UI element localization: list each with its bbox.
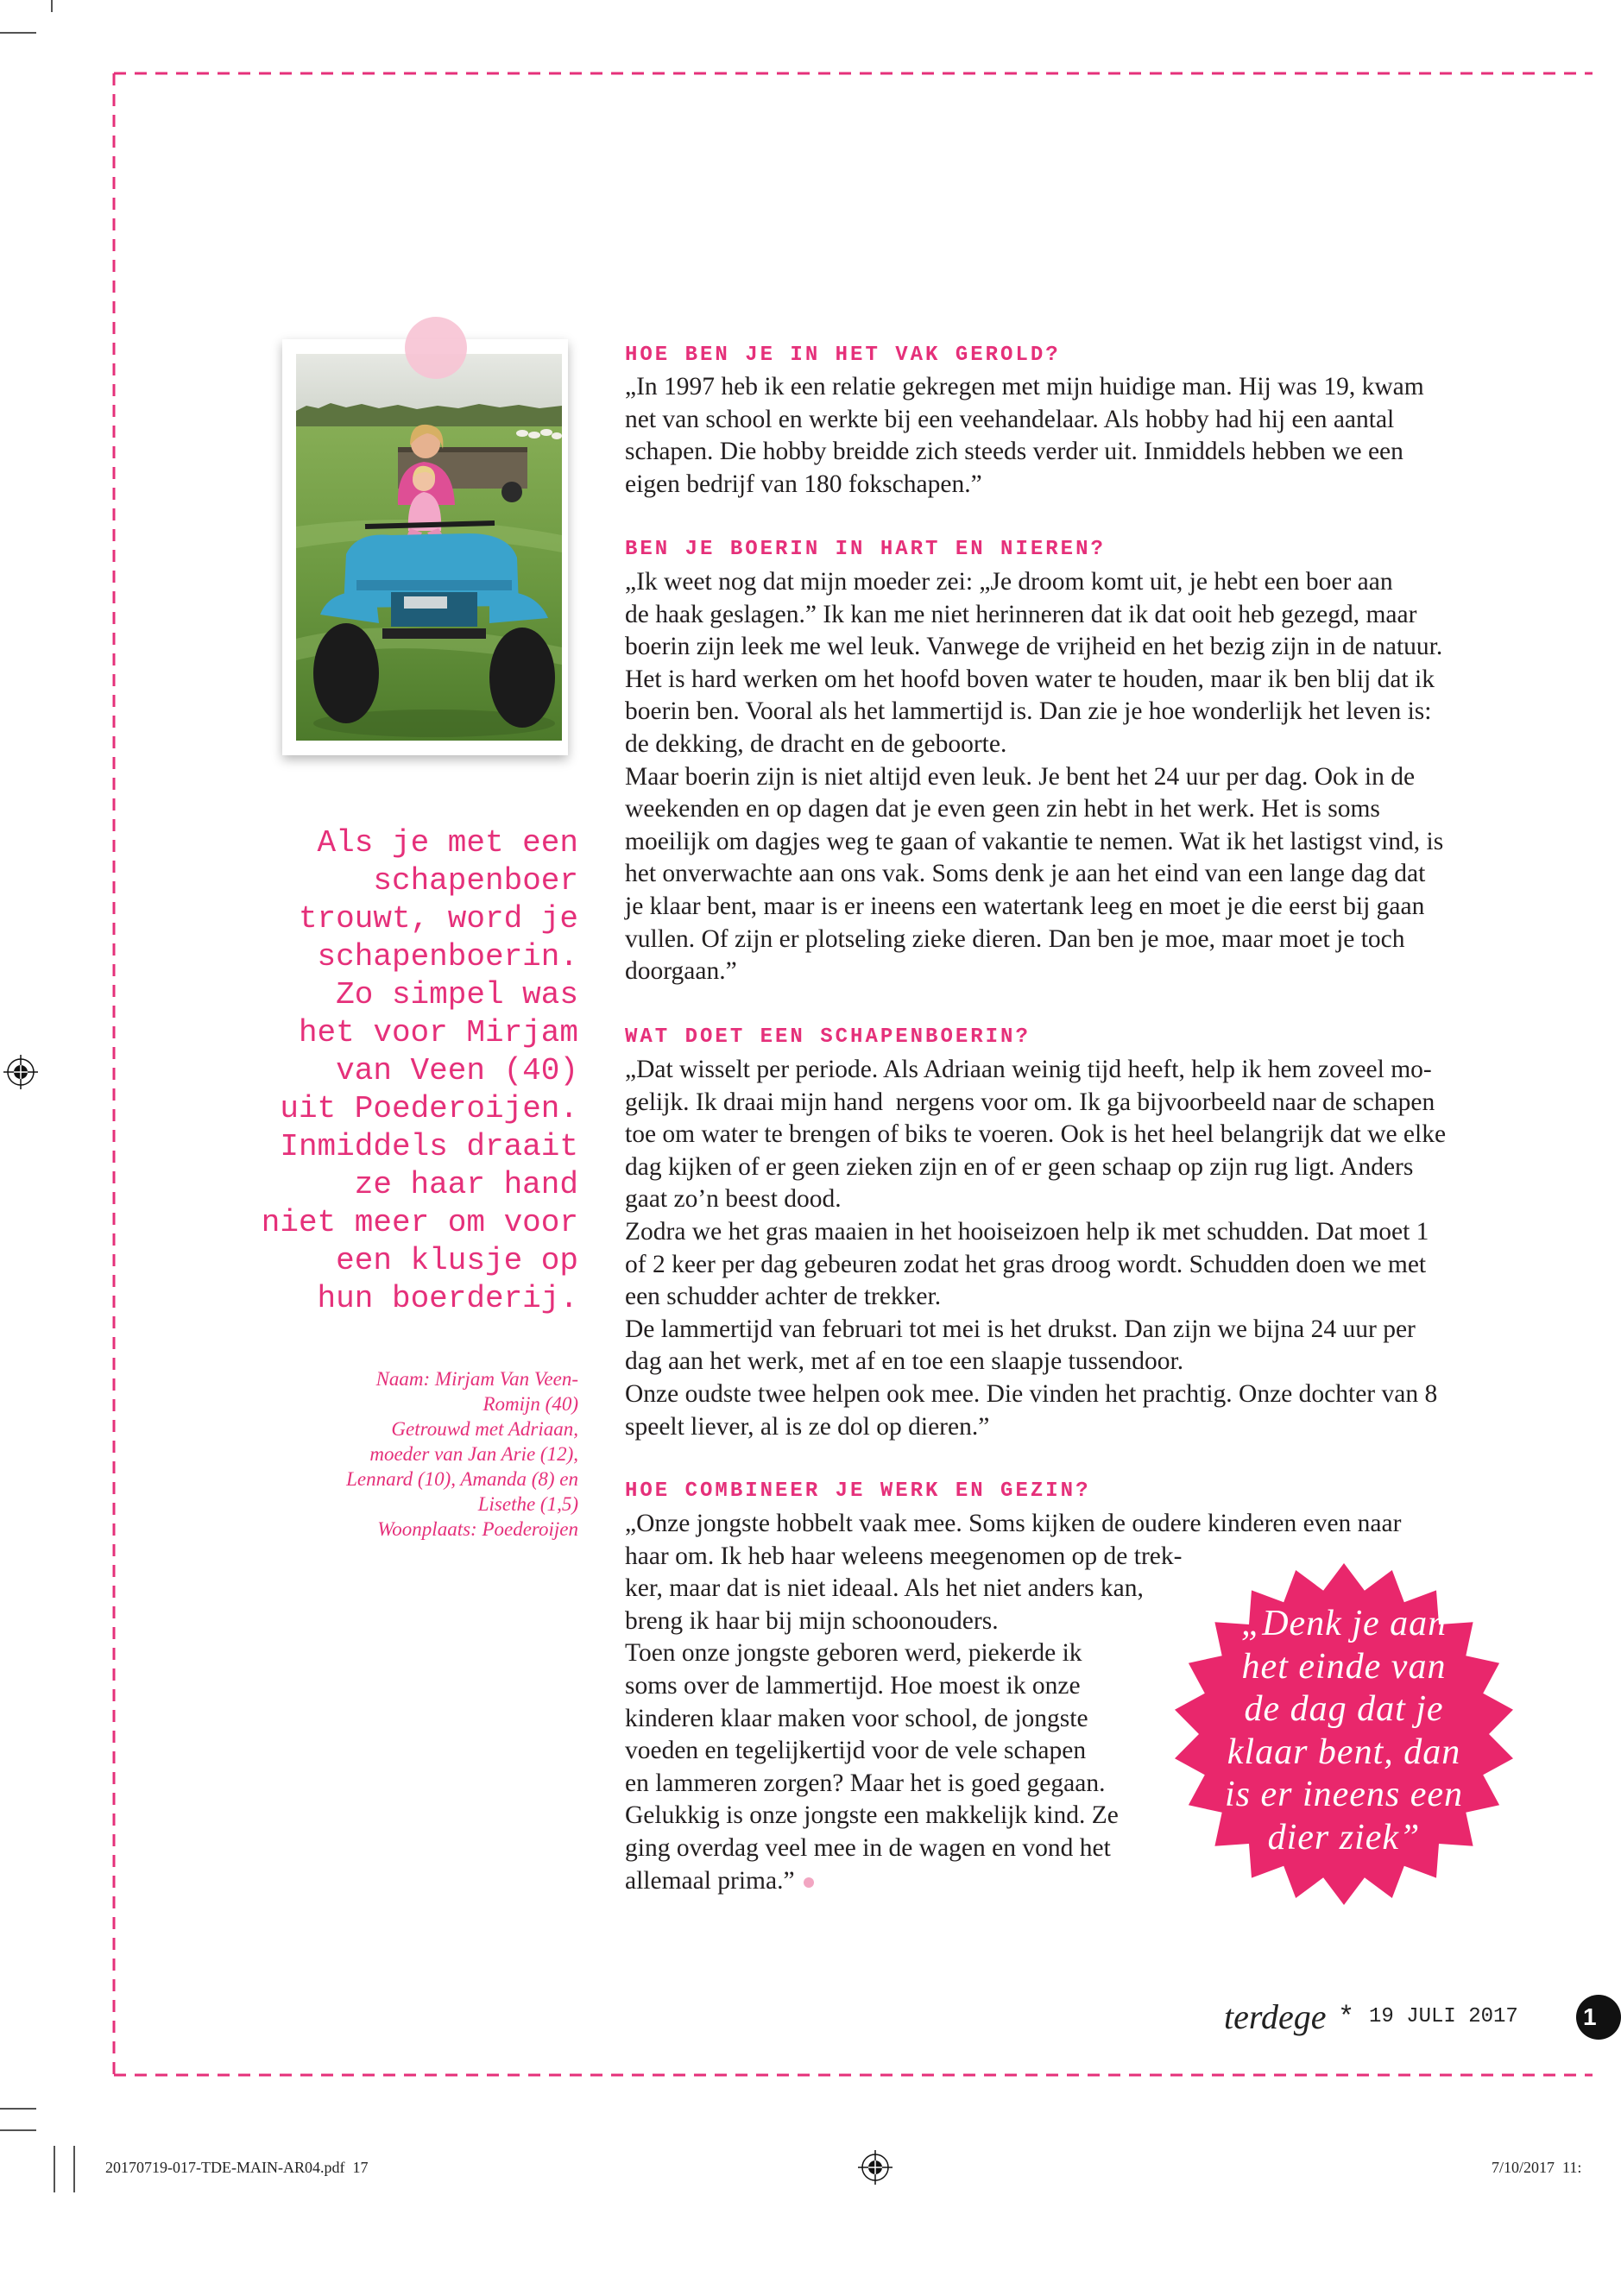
body-line: vullen. Of zijn er plotseling zieke dieren. Dan ben je moe, maar moet je toch [625,924,1405,953]
body-line: Zodra we het gras maaien in het hooiseizoen help ik met schudden. Dat moet 1 [625,1217,1429,1246]
body-line: boerin ben. Vooral als het lammertijd is. Dan zie je hoe wonderlijk het leven is: [625,697,1432,726]
starburst-quote [1171,1603,1517,1859]
caption-line: Getrouwd met Adriaan, [391,1418,578,1440]
section-heading: BEN JE BOERIN IN HART EN NIEREN? [625,538,1106,561]
farm-photo [296,354,562,741]
caption-line: Naam: Mirjam Van Veen- [375,1368,578,1390]
pink-pin-circle [405,317,467,379]
body-line: haar om. Ik heb haar weleens meegenomen op de trek- [625,1542,1183,1570]
body-line: dag aan het werk, met af en toe een slaapje tussendoor. [625,1347,1184,1376]
body-line: eigen bedrijf van 180 fokschapen.” [625,470,982,498]
pull-quote-line: schapenboerin. [317,939,578,975]
body-line: Gelukkig is onze jongste een makkelijk kind. Ze [625,1801,1119,1830]
page-number: 1 [1576,1995,1621,2040]
pull-quote-line: van Veen (40) [336,1053,578,1088]
body-line: „Dat wisselt per periode. Als Adriaan weinig tijd heeft, help ik hem zoveel mo- [625,1056,1432,1083]
pull-quote-line: hun boerderij. [317,1281,578,1316]
body-line: boerin zijn leek me wel leuk. Vanwege de vrijheid en het bezig zijn in de natuur. [625,633,1443,661]
body-line: gelijk. Ik draai mijn hand nergens voor om. Ik ga bijvoorbeeld naar de schapen [625,1088,1435,1116]
footer-separator: * [1338,2002,1355,2034]
body-line: weekenden en op dagen dat je even geen zin hebt in het werk. Het is soms [625,795,1380,823]
body-line: Toen onze jongste geboren werd, piekerde ik [625,1639,1082,1668]
registration-mark-icon [858,2150,892,2185]
body-line: Maar boerin zijn is niet altijd even leuk. Je bent het 24 uur per dag. Ook in de [625,762,1416,791]
pull-quote-line: het voor Mirjam [298,1015,578,1050]
body-line: het onverwachte aan ons vak. Soms denk je aan het eind van een lange dag dat [625,860,1426,888]
body-line: en lammeren zorgen? Maar het is goed gegaan. [625,1769,1106,1797]
section-body [625,371,1424,501]
caption-line: Lisethe (1,5) [477,1493,578,1515]
body-line: voeden en tegelijkertijd voor de vele schapen [625,1737,1087,1765]
body-line: Het is hard werken om het hoofd boven water te houden, maar ik ben blij dat ik [625,665,1435,693]
body-line: moeilijk om dagjes weg te gaan of vakantie te nemen. Wat ik het lastigst vind, is [625,827,1444,855]
body-line: de haak geslagen.” Ik kan me niet herinneren dat ik dat ooit heb gezegd, maar [625,600,1417,628]
body-line: breng ik haar bij mijn schoonouders. [625,1606,999,1635]
body-line: een schudder achter de trekker. [625,1283,942,1311]
body-line: soms over de lammertijd. Hoe moest ik onze [625,1671,1081,1700]
starburst-quote-line: „Denk je aan [1240,1604,1448,1643]
pull-quote-line: Zo simpel was [336,977,578,1012]
pull-quote-line: Inmiddels draait [280,1129,578,1164]
page-number-badge [1576,1995,1597,2040]
body-line: de dekking, de dracht en de geboorte. [625,729,1007,758]
starburst-quote-line: het einde van [1241,1646,1447,1687]
registration-mark-icon [3,1055,38,1089]
profile-caption [259,1366,578,1542]
body-line: dag kijken of er geen zieken zijn en of er geen schaap op zijn rug ligt. Anders [625,1152,1414,1181]
body-line: of 2 keer per dag gebeuren zodat het gras droog wordt. Schudden doen we met [625,1250,1427,1278]
body-line: „Onze jongste hobbelt vaak mee. Soms kijken de oudere kinderen even naar [625,1510,1402,1537]
body-line: De lammertijd van februari tot mei is het drukst. Dan zijn we bijna 24 uur per [625,1315,1416,1343]
body-line: ging overdag veel mee in de wagen en vond het [625,1833,1111,1862]
body-line: schapen. Die hobby breidde zich steeds verder uit. Inmiddels hebben we een [625,438,1403,466]
pull-quote-line: trouwt, word je [298,901,578,937]
body-line: toe om water te brengen of biks te voeren. Ook is het heel belangrijk dat we elke [625,1120,1447,1149]
body-line: speelt liever, al is ze dol op dieren.” [625,1412,990,1441]
body-line: „Ik weet nog dat mijn moeder zei: „Je droom komt uit, je hebt een boer aan [625,568,1393,596]
body-line: gaat zo’n beest dood. [625,1185,842,1214]
pull-quote-line: een klusje op [336,1243,578,1278]
starburst-quote-line: de dag dat je [1244,1689,1444,1729]
section-body [625,1054,1446,1443]
body-line: net van school en werkte bij een veehandelaar. Als hobby had hij een aantal [625,405,1395,433]
body-line: je klaar bent, maar is er ineens een watertank leeg en moet je die eerst bij gaan [625,892,1425,920]
photo-frame [282,339,568,755]
pull-quote-line: ze haar hand [354,1167,578,1202]
pull-quote-line: uit Poederoijen. [280,1091,578,1126]
section-heading: WAT DOET EEN SCHAPENBOERIN? [625,1025,1031,1049]
print-slug-timestamp: 7/10/2017 11: [1492,2159,1582,2176]
print-slug-file: 20170719-017-TDE-MAIN-AR04.pdf 17 [105,2159,369,2176]
caption-line: moeder van Jan Arie (12), [369,1443,578,1465]
caption-line: Lennard (10), Amanda (8) en [346,1468,578,1490]
crop-marks [0,0,74,2192]
caption-line: Romijn (40) [483,1393,578,1415]
caption-line: Woonplaats: Poederoijen [377,1518,578,1540]
pull-quote-line: schapenboer [373,863,578,899]
issue-date: 19 JULI 2017 [1369,2005,1518,2028]
body-line: Onze oudste twee helpen ook mee. Die vinden het prachtig. Onze dochter van 8 [625,1379,1438,1408]
magazine-brand: terdege [1224,1997,1327,2036]
section-heading: HOE COMBINEER JE WERK EN GEZIN? [625,1479,1091,1503]
section-heading: HOE BEN JE IN HET VAK GEROLD? [625,344,1061,367]
section-body [625,566,1443,988]
starburst-quote-line: is er ineens een [1224,1775,1464,1814]
body-line-text: allemaal prima.” [625,1866,795,1895]
pull-quote [207,824,578,1318]
pull-quote-line: Als je met een [317,825,578,861]
starburst-quote-line: klaar bent, dan [1227,1731,1461,1772]
body-line: ker, maar dat is niet ideaal. Als het niet anders kan, [625,1574,1144,1603]
body-line: doorgaan.” [625,957,737,986]
starburst-quote-line: dier ziek” [1267,1817,1421,1858]
end-mark-dot [804,1877,814,1888]
body-line: kinderen klaar maken voor school, de jongste [625,1704,1088,1732]
pull-quote-line: niet meer om voor [261,1205,578,1240]
body-line: „In 1997 heb ik een relatie gekregen met mijn huidige man. Hij was 19, kwam [625,373,1424,401]
